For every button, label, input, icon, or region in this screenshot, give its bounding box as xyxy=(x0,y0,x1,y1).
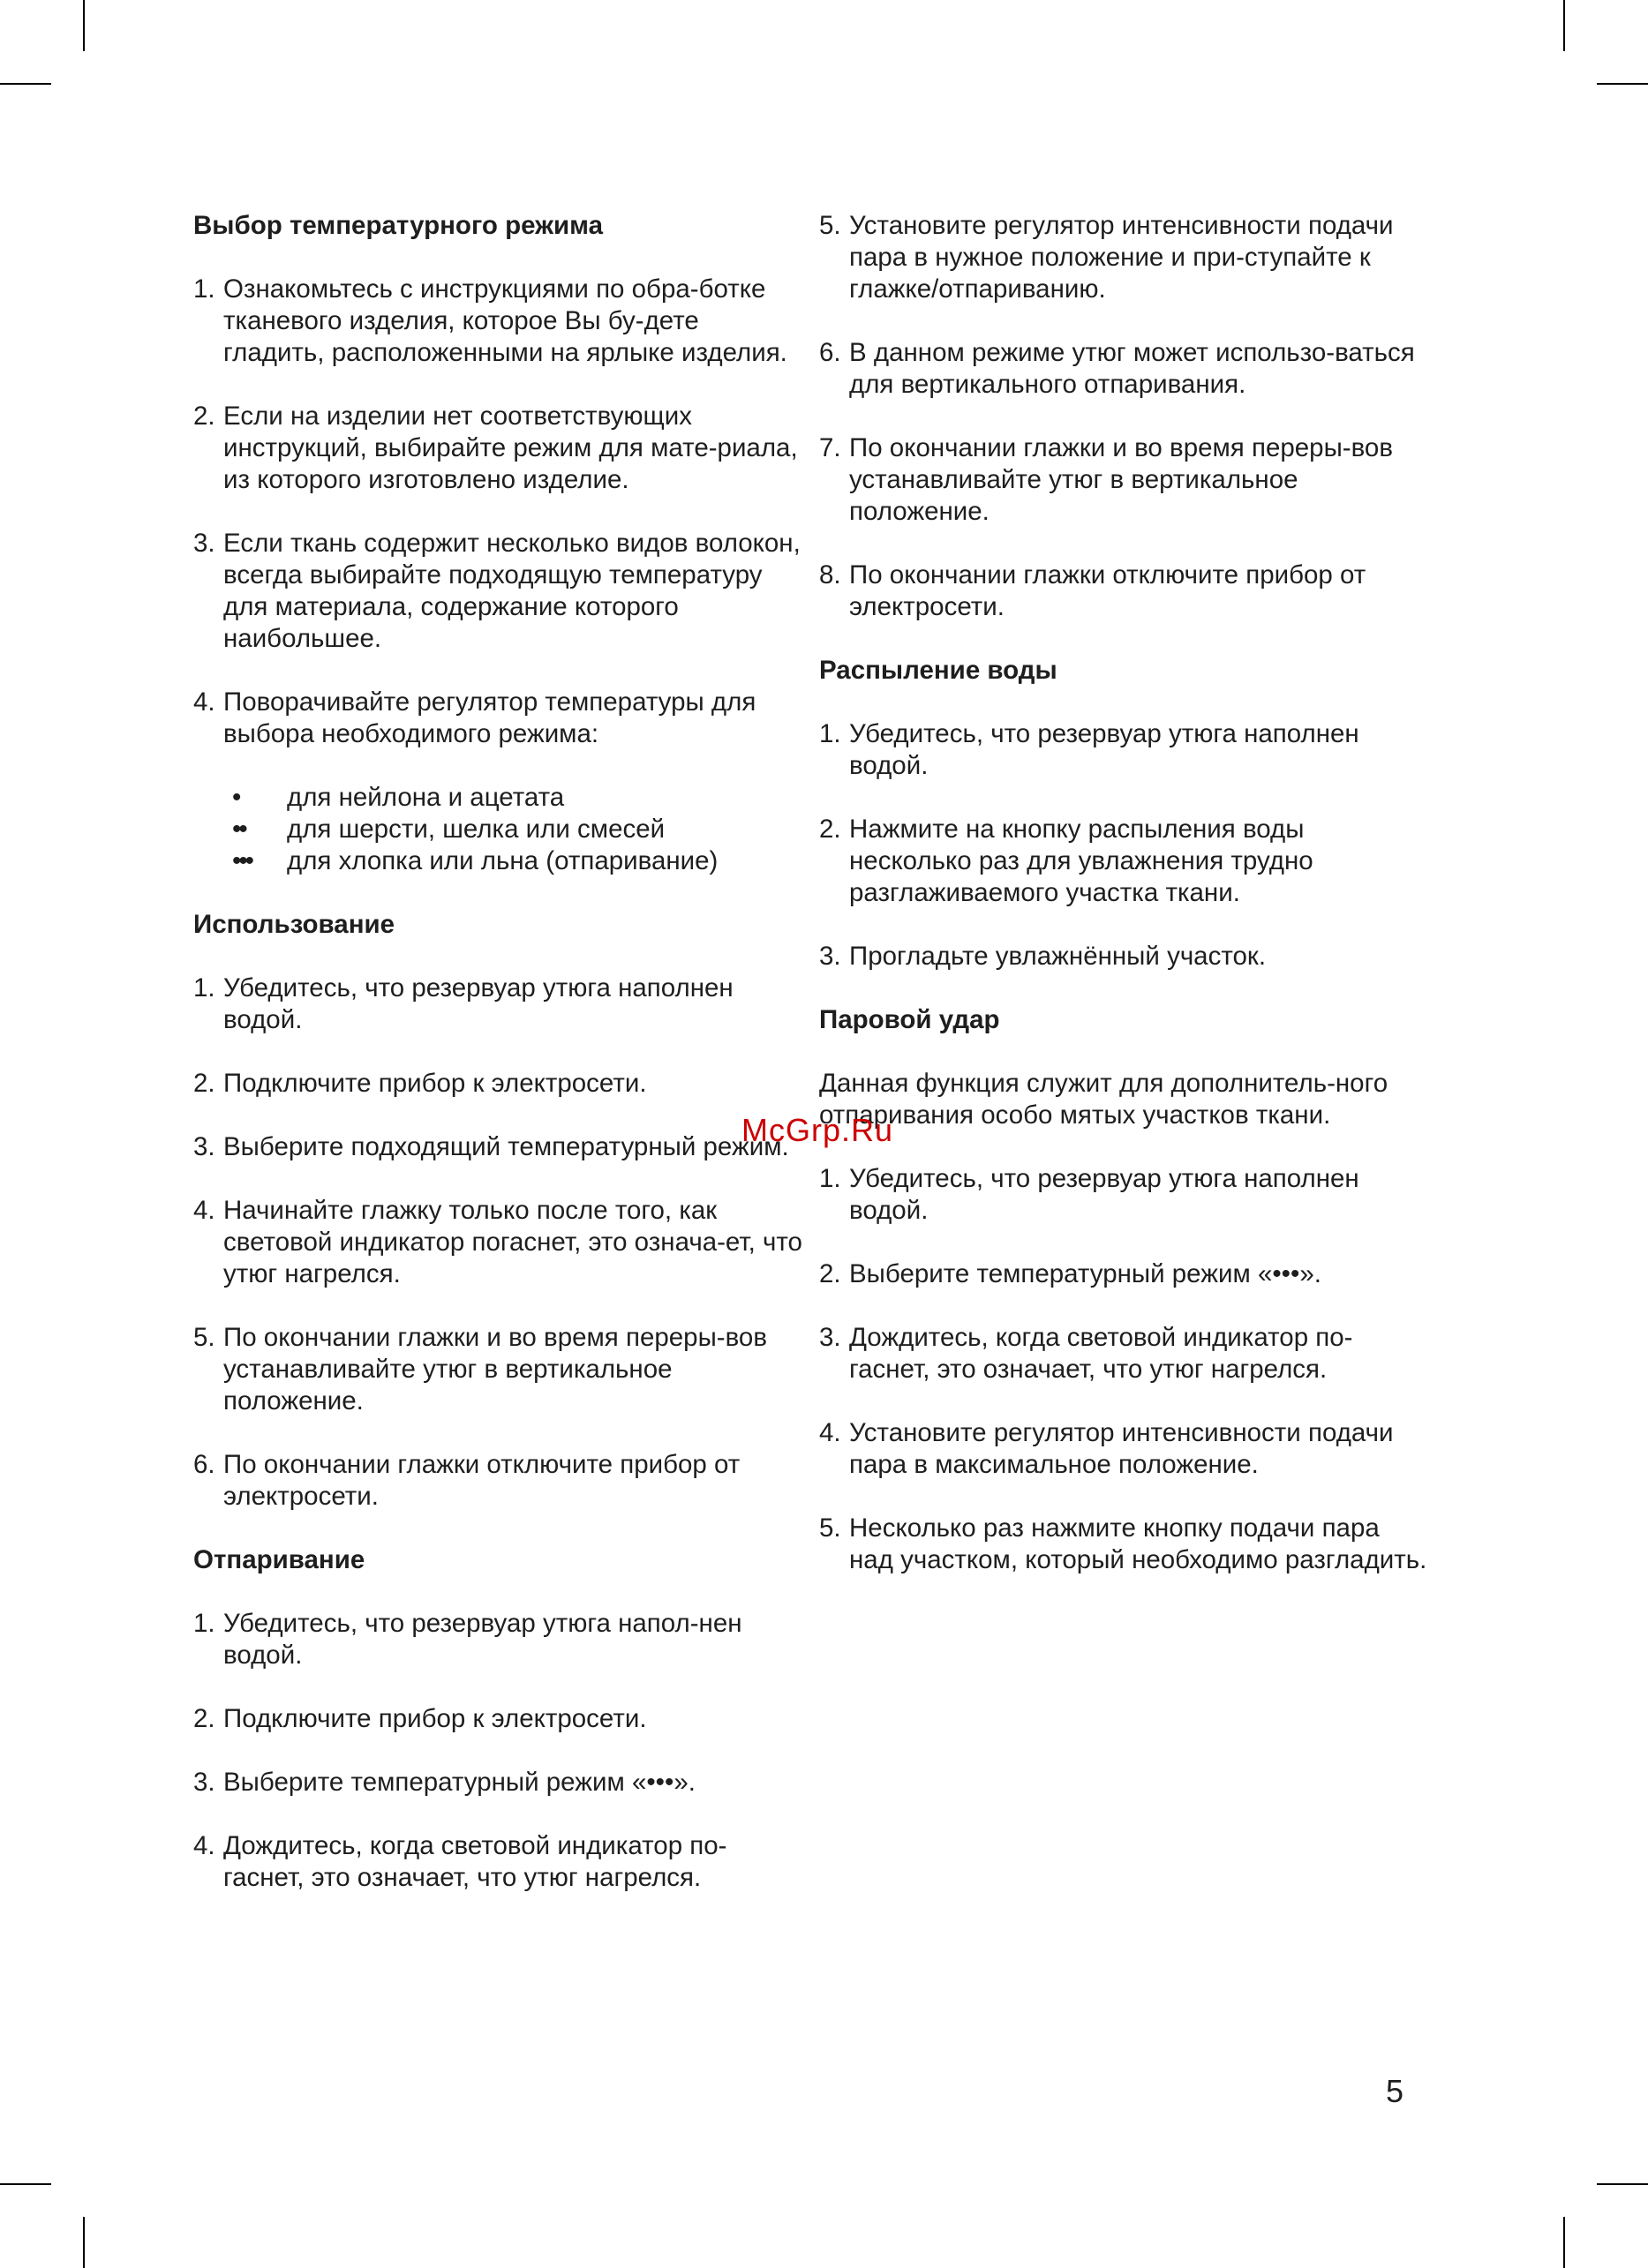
item-text: Поворачивайте регулятор температуры для выбора необходимого режима: xyxy=(223,687,756,748)
crop-mark xyxy=(0,83,51,85)
item-text: Выберите подходящий температурный режим. xyxy=(223,1132,789,1161)
list-item xyxy=(193,1608,802,1671)
list-item xyxy=(193,274,802,369)
item-text: По окончании глажки и во время переры-вов устанавливайте утюг в вертикальное положение. xyxy=(223,1323,768,1416)
list-item xyxy=(193,1449,802,1513)
list-item xyxy=(819,1322,1428,1386)
crop-mark xyxy=(83,2217,85,2268)
item-text: Убедитесь, что резервуар утюга наполнен водой. xyxy=(849,719,1359,780)
bullet-item xyxy=(232,814,802,845)
item-text: По окончании глажки отключите прибор от электросети. xyxy=(849,560,1366,621)
item-number: 3. xyxy=(193,1768,215,1797)
item-text: Ознакомьтесь с инструкциями по обра-ботке тканевого изделия, которое Вы бу-дете гладить, расположенными на ярлыке изделия. xyxy=(223,274,787,367)
crop-mark xyxy=(1597,2183,1648,2185)
crop-mark xyxy=(1563,0,1565,51)
item-text: Нажмите на кнопку распыления воды несколько раз для увлажнения трудно разглаживаемого участка ткани. xyxy=(849,815,1313,907)
list-item xyxy=(819,210,1428,305)
item-number: 5. xyxy=(819,211,841,240)
list-item xyxy=(819,718,1428,782)
item-number: 2. xyxy=(193,1069,215,1098)
list-item xyxy=(193,1767,802,1799)
bullet-item xyxy=(232,782,802,814)
section-heading-steam-shot: Паровой удар xyxy=(819,1005,1000,1034)
section-heading-usage: Использование xyxy=(193,910,395,939)
item-text: Если на изделии нет соответствующих инструкций, выбирайте режим для мате-риала, из которого изготовлено изделие. xyxy=(223,402,798,494)
list-item xyxy=(819,814,1428,909)
item-number: 2. xyxy=(819,1259,841,1288)
list-item xyxy=(193,528,802,655)
item-text: Установите регулятор интенсивности подачи пара в нужное положение и при-ступайте к глажке/отпариванию. xyxy=(849,211,1394,304)
dot-symbol: • xyxy=(232,783,239,812)
item-text: Дождитесь, когда световой индикатор по-гаснет, это означает, что утюг нагрелся. xyxy=(849,1323,1353,1384)
list-item xyxy=(819,1258,1428,1290)
crop-mark xyxy=(83,0,85,51)
item-text: Если ткань содержит несколько видов волокон, всегда выбирайте подходящую температуру для материала, содержание которого наибольшее. xyxy=(223,529,801,653)
item-number: 4. xyxy=(819,1418,841,1447)
item-text: Установите регулятор интенсивности подачи пара в максимальное положение. xyxy=(849,1418,1394,1479)
list-item xyxy=(819,1513,1428,1576)
item-number: 4. xyxy=(193,1831,215,1860)
item-number: 1. xyxy=(819,1164,841,1193)
bullet-text: для шерсти, шелка или смесей xyxy=(287,815,666,844)
item-text: Убедитесь, что резервуар утюга наполнен водой. xyxy=(849,1164,1359,1225)
list-item xyxy=(819,432,1428,528)
section-heading-steaming: Отпаривание xyxy=(193,1545,365,1574)
crop-mark xyxy=(0,2183,51,2185)
item-number: 3. xyxy=(819,1323,841,1352)
page-number: 5 xyxy=(1385,2073,1403,2109)
item-number: 5. xyxy=(819,1513,841,1543)
item-number: 1. xyxy=(193,274,215,304)
item-text: Выберите температурный режим «•••». xyxy=(223,1768,696,1797)
list-item xyxy=(819,559,1428,623)
item-number: 5. xyxy=(193,1323,215,1352)
list-item xyxy=(193,401,802,496)
crop-mark xyxy=(1597,83,1648,85)
item-text: Прогладьте увлажнённый участок. xyxy=(849,942,1267,971)
item-number: 3. xyxy=(819,942,841,971)
item-text: Убедитесь, что резервуар утюга напол-нен водой. xyxy=(223,1609,742,1670)
item-text: В данном режиме утюг может использо-ваться для вертикального отпаривания. xyxy=(849,338,1415,399)
right-column xyxy=(819,210,1428,1608)
item-text: Выберите температурный режим «•••». xyxy=(849,1259,1321,1288)
left-column xyxy=(193,210,802,1926)
list-item xyxy=(193,1830,802,1894)
section-heading-spray: Распыление воды xyxy=(819,656,1057,685)
list-item xyxy=(193,1322,802,1417)
list-item xyxy=(193,1068,802,1100)
item-number: 1. xyxy=(193,1609,215,1638)
item-number: 4. xyxy=(193,1196,215,1225)
list-item xyxy=(193,1195,802,1290)
item-number: 8. xyxy=(819,560,841,590)
list-item xyxy=(193,1703,802,1735)
item-text: Начинайте глажку только после того, как световой индикатор погаснет, это означа-ет, что утюг нагрелся. xyxy=(223,1196,802,1288)
item-number: 4. xyxy=(193,687,215,717)
crop-mark xyxy=(1563,2217,1565,2268)
list-item xyxy=(819,337,1428,401)
item-text: Подключите прибор к электросети. xyxy=(223,1704,647,1733)
item-number: 2. xyxy=(193,402,215,431)
list-item xyxy=(193,1131,802,1163)
bullet-item xyxy=(232,845,802,877)
item-text: По окончании глажки отключите прибор от электросети. xyxy=(223,1450,741,1511)
item-number: 2. xyxy=(193,1704,215,1733)
dot-symbol: ••• xyxy=(232,846,252,875)
item-number: 1. xyxy=(819,719,841,748)
section-heading-temperature: Выбор температурного режима xyxy=(193,211,603,240)
list-item xyxy=(193,687,802,750)
item-text: Несколько раз нажмите кнопку подачи пара над участком, который необходимо разгладить. xyxy=(849,1513,1427,1574)
item-text: По окончании глажки и во время переры-вов устанавливайте утюг в вертикальное положение. xyxy=(849,433,1394,526)
list-item xyxy=(193,973,802,1036)
item-number: 7. xyxy=(819,433,841,462)
temperature-bullet-list xyxy=(193,782,802,877)
item-text: Дождитесь, когда световой индикатор по-гаснет, это означает, что утюг нагрелся. xyxy=(223,1831,727,1892)
steam-shot-intro: Данная функция служит для дополнитель-ного отпаривания особо мятых участков ткани. xyxy=(819,1069,1388,1130)
bullet-text: для хлопка или льна (отпаривание) xyxy=(287,846,719,875)
item-text: Убедитесь, что резервуар утюга наполнен водой. xyxy=(223,973,734,1034)
item-number: 6. xyxy=(193,1450,215,1479)
watermark: McGrp.Ru xyxy=(741,1112,894,1148)
item-text: Подключите прибор к электросети. xyxy=(223,1069,647,1098)
item-number: 6. xyxy=(819,338,841,367)
item-number: 3. xyxy=(193,1132,215,1161)
item-number: 1. xyxy=(193,973,215,1003)
dot-symbol: •• xyxy=(232,815,245,844)
item-number: 2. xyxy=(819,815,841,844)
list-item xyxy=(819,941,1428,973)
list-item xyxy=(819,1417,1428,1481)
bullet-text: для нейлона и ацетата xyxy=(287,783,565,812)
item-number: 3. xyxy=(193,529,215,558)
list-item xyxy=(819,1163,1428,1227)
